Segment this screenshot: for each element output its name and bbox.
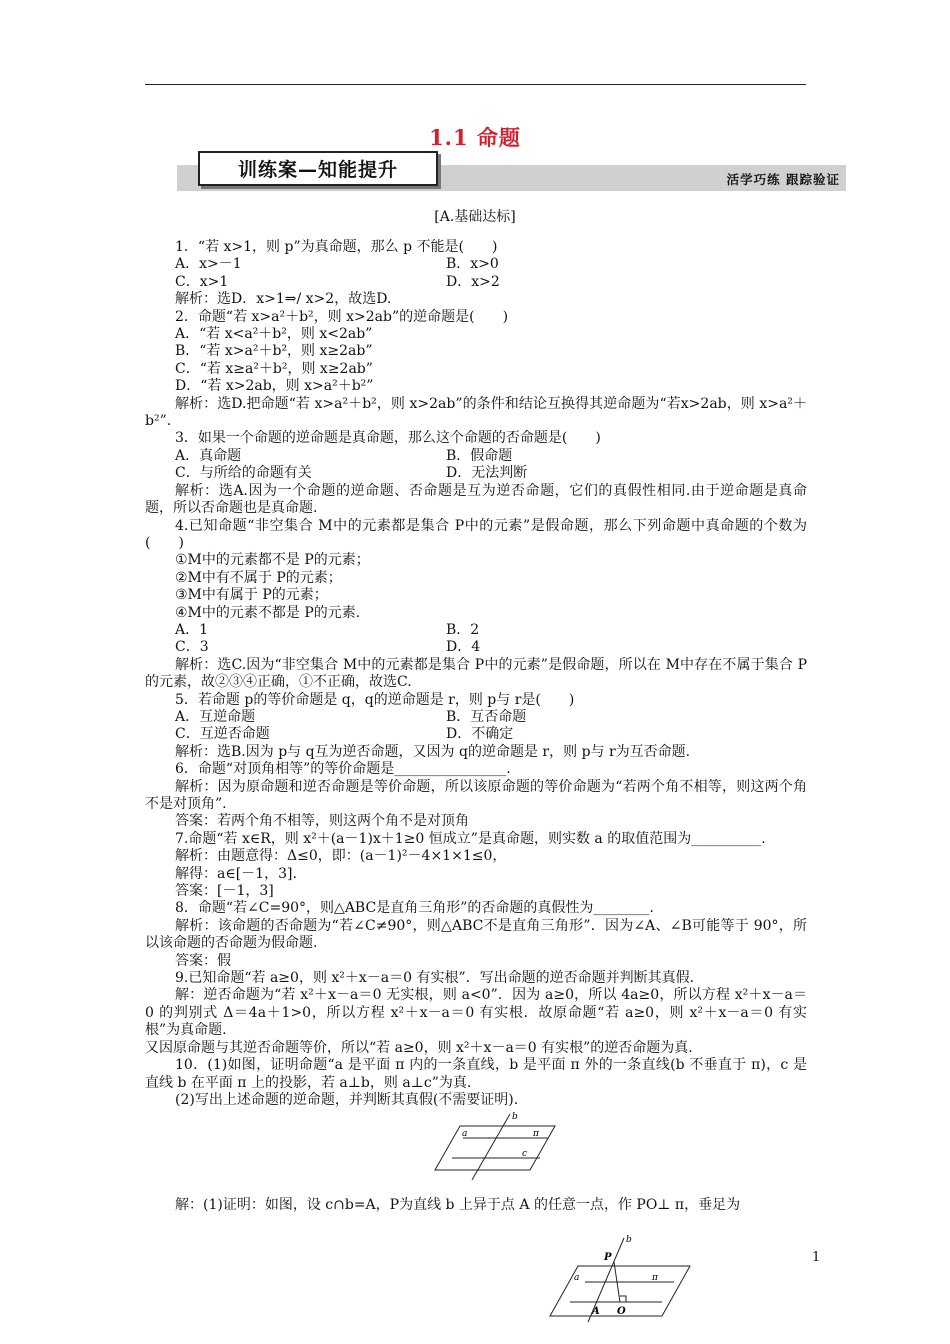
text-line: 10．(1)如图，证明命题“a 是平面 π 内的一条直线，b 是平面 π 外的一条直线(b 不垂直于 π)，c 是直线 b 在平面 π 上的投影，若 a⊥b，则 a⊥c”为真. — [145, 1057, 807, 1091]
text-line: 解得：a∈[－1，3]. — [175, 865, 297, 882]
text-line: 解析：选B.因为 p与 q互为逆否命题，又因为 q的逆命题是 r，则 p与 r为互否命题. — [175, 743, 691, 760]
figure-2-proof-diagram — [540, 1232, 694, 1324]
text-line: A．“若 x<a²＋b²，则 x<2ab” — [175, 326, 373, 343]
label-O: O — [617, 1306, 626, 1317]
text-line: 答案：[－1，3] — [175, 883, 274, 900]
label-pi: π — [533, 1129, 539, 1139]
text-line: 答案：假 — [175, 952, 231, 969]
text-line: (2)写出上述命题的逆命题，并判断其真假(不需要证明). — [175, 1091, 519, 1108]
text-line: 解析：选D.把命题“若 x>a²＋b²，则 x>2ab”的条件和结论互换得其逆命题为“若x>2ab，则 x>a²＋b²”. — [145, 395, 807, 430]
option-row — [145, 639, 807, 656]
option-choice: D．无法判断 — [446, 465, 528, 482]
option-row — [145, 622, 807, 639]
option-row — [145, 274, 807, 291]
option-row — [145, 256, 807, 273]
option-choice: D．4 — [446, 639, 481, 656]
option-choice: C．x>1 — [175, 273, 229, 290]
text-line: ③M中有属于 P的元素； — [175, 587, 328, 604]
page-title: 1.1 命题 — [429, 125, 521, 150]
banner-label: 训练案—知能提升 — [198, 151, 438, 186]
text-line: D．“若 x>2ab，则 x>a²＋b²” — [175, 378, 374, 395]
label-a: a — [462, 1129, 468, 1139]
text-line: 3．如果一个命题的逆命题是真命题，那么这个命题的否命题是( ) — [175, 430, 601, 447]
text-line: 解析：该命题的否命题为“若∠C≠90°，则△ABC不是直角三角形”．因为∠A、∠B可能等于 90°，所以该命题的否命题为假命题. — [145, 917, 807, 952]
text-line: 8．命题“若∠C=90°，则△ABC是直角三角形”的否命题的真假性为________. — [175, 900, 654, 917]
text-line: 7.命题“若 x∈R，则 x²＋(a－1)x＋1≥0 恒成立”是真命题，则实数 a 的取值范围为__________. — [175, 830, 766, 847]
option-row — [145, 465, 807, 482]
text-line: ①M中的元素都不是 P的元素； — [175, 552, 370, 569]
option-choice: D．不确定 — [446, 726, 514, 743]
proof-line: 解：(1)证明：如图，设 c∩b=A，P为直线 b 上异于点 A 的任意一点，作 PO⊥ π，垂足为 — [175, 1197, 741, 1214]
text-line: 解析：选C.因为“非空集合 M中的元素都是集合 P中的元素”是假命题，所以在 M中存在不属于集合 P的元素，故②③④正确，①不正确，故选C. — [145, 656, 807, 691]
option-choice: A．1 — [175, 621, 209, 638]
label-a: a — [574, 1273, 580, 1283]
option-choice: A．真命题 — [175, 447, 242, 464]
exercise-body — [145, 239, 807, 1215]
text-line: 答案：若两个角不相等，则这两个角不是对顶角 — [175, 813, 469, 830]
option-choice: D．x>2 — [446, 273, 500, 290]
text-line: 1．“若 x>1，则 p”为真命题，那么 p 不能是( ) — [175, 239, 498, 255]
text-line: 9.已知命题“若 a≥0，则 x²＋x－a＝0 有实根”．写出命题的逆否命题并判断其真假. — [175, 970, 695, 987]
option-choice: C．互逆否命题 — [175, 726, 270, 743]
page-number: 1 — [812, 1250, 821, 1265]
text-line: 5．若命题 p的等价命题是 q，q的逆命题是 r，则 p与 r是( ) — [175, 691, 575, 708]
option-row — [145, 448, 807, 465]
text-line: 又因原命题与其逆否命题等价，所以“若 a≥0，则 x²＋x－a＝0 有实根”的逆否命题为真. — [145, 1039, 693, 1056]
label-b: b — [512, 1112, 518, 1122]
option-choice: B．2 — [446, 621, 480, 638]
label-P: P — [604, 1252, 612, 1263]
text-line: 2．命题“若 x>a²＋b²，则 x>2ab”的逆命题是( ) — [175, 308, 509, 325]
label-pi: π — [652, 1273, 658, 1283]
option-choice: A．x>－1 — [175, 256, 242, 273]
label-A: A — [592, 1306, 600, 1317]
option-choice: C．与所给的命题有关 — [175, 465, 312, 482]
text-line: B．“若 x>a²＋b²，则 x≥2ab” — [175, 343, 373, 360]
banner-slogan: 活学巧练 跟踪验证 — [726, 172, 840, 187]
option-row — [145, 726, 807, 743]
text-line: 解析：选D．x>1⇒/ x>2，故选D. — [175, 291, 392, 308]
option-choice: B．假命题 — [446, 447, 513, 464]
right-angle-mark — [620, 1296, 626, 1302]
top-rule — [145, 84, 806, 85]
label-b: b — [626, 1235, 632, 1245]
text-line: 解：逆否命题为“若 x²＋x－a＝0 无实根，则 a<0”．因为 a≥0，所以 4a≥0，所以方程 x²＋x－a＝0 的判别式 Δ＝4a＋1>0，所以方程 x²＋x－a＝0 有实根．故原命题“若 a≥0，则 x²＋x－a＝0 有实根”为真命题. — [145, 987, 807, 1039]
option-choice: B．x>0 — [446, 256, 499, 273]
text-line: ②M中有不属于 P的元素； — [175, 569, 342, 586]
option-choice: B．互否命题 — [446, 708, 527, 725]
text-line: ④M中的元素不都是 P的元素. — [175, 604, 361, 621]
text-line: 6．命题“对顶角相等”的等价命题是________________. — [175, 761, 511, 778]
section-heading: [A.基础达标] — [434, 209, 516, 225]
option-choice: C．3 — [175, 639, 209, 656]
option-row — [145, 709, 807, 726]
text-line: 解析：因为原命题和逆否命题是等价命题，所以该原命题的等价命题为“若两个角不相等，则这两个角不是对顶角”. — [145, 778, 807, 812]
label-c: c — [522, 1149, 528, 1159]
text-line: C．“若 x≥a²＋b²，则 x≥2ab” — [175, 360, 373, 377]
text-line: 4.已知命题“非空集合 M中的元素都是集合 P中的元素”是假命题，那么下列命题中真命题的个数为( ) — [145, 517, 807, 551]
text-line: 解析：选A.因为一个命题的逆命题、否命题是互为逆否命题，它们的真假性相同.由于逆命题是真命题，所以否命题也是真命题. — [145, 482, 807, 517]
option-choice: A．互逆命题 — [175, 708, 256, 725]
text-line: 解析：由题意得：Δ≤0，即：(a－1)²－4×1×1≤0， — [175, 848, 507, 865]
figure-1-plane-diagram — [430, 1108, 560, 1184]
